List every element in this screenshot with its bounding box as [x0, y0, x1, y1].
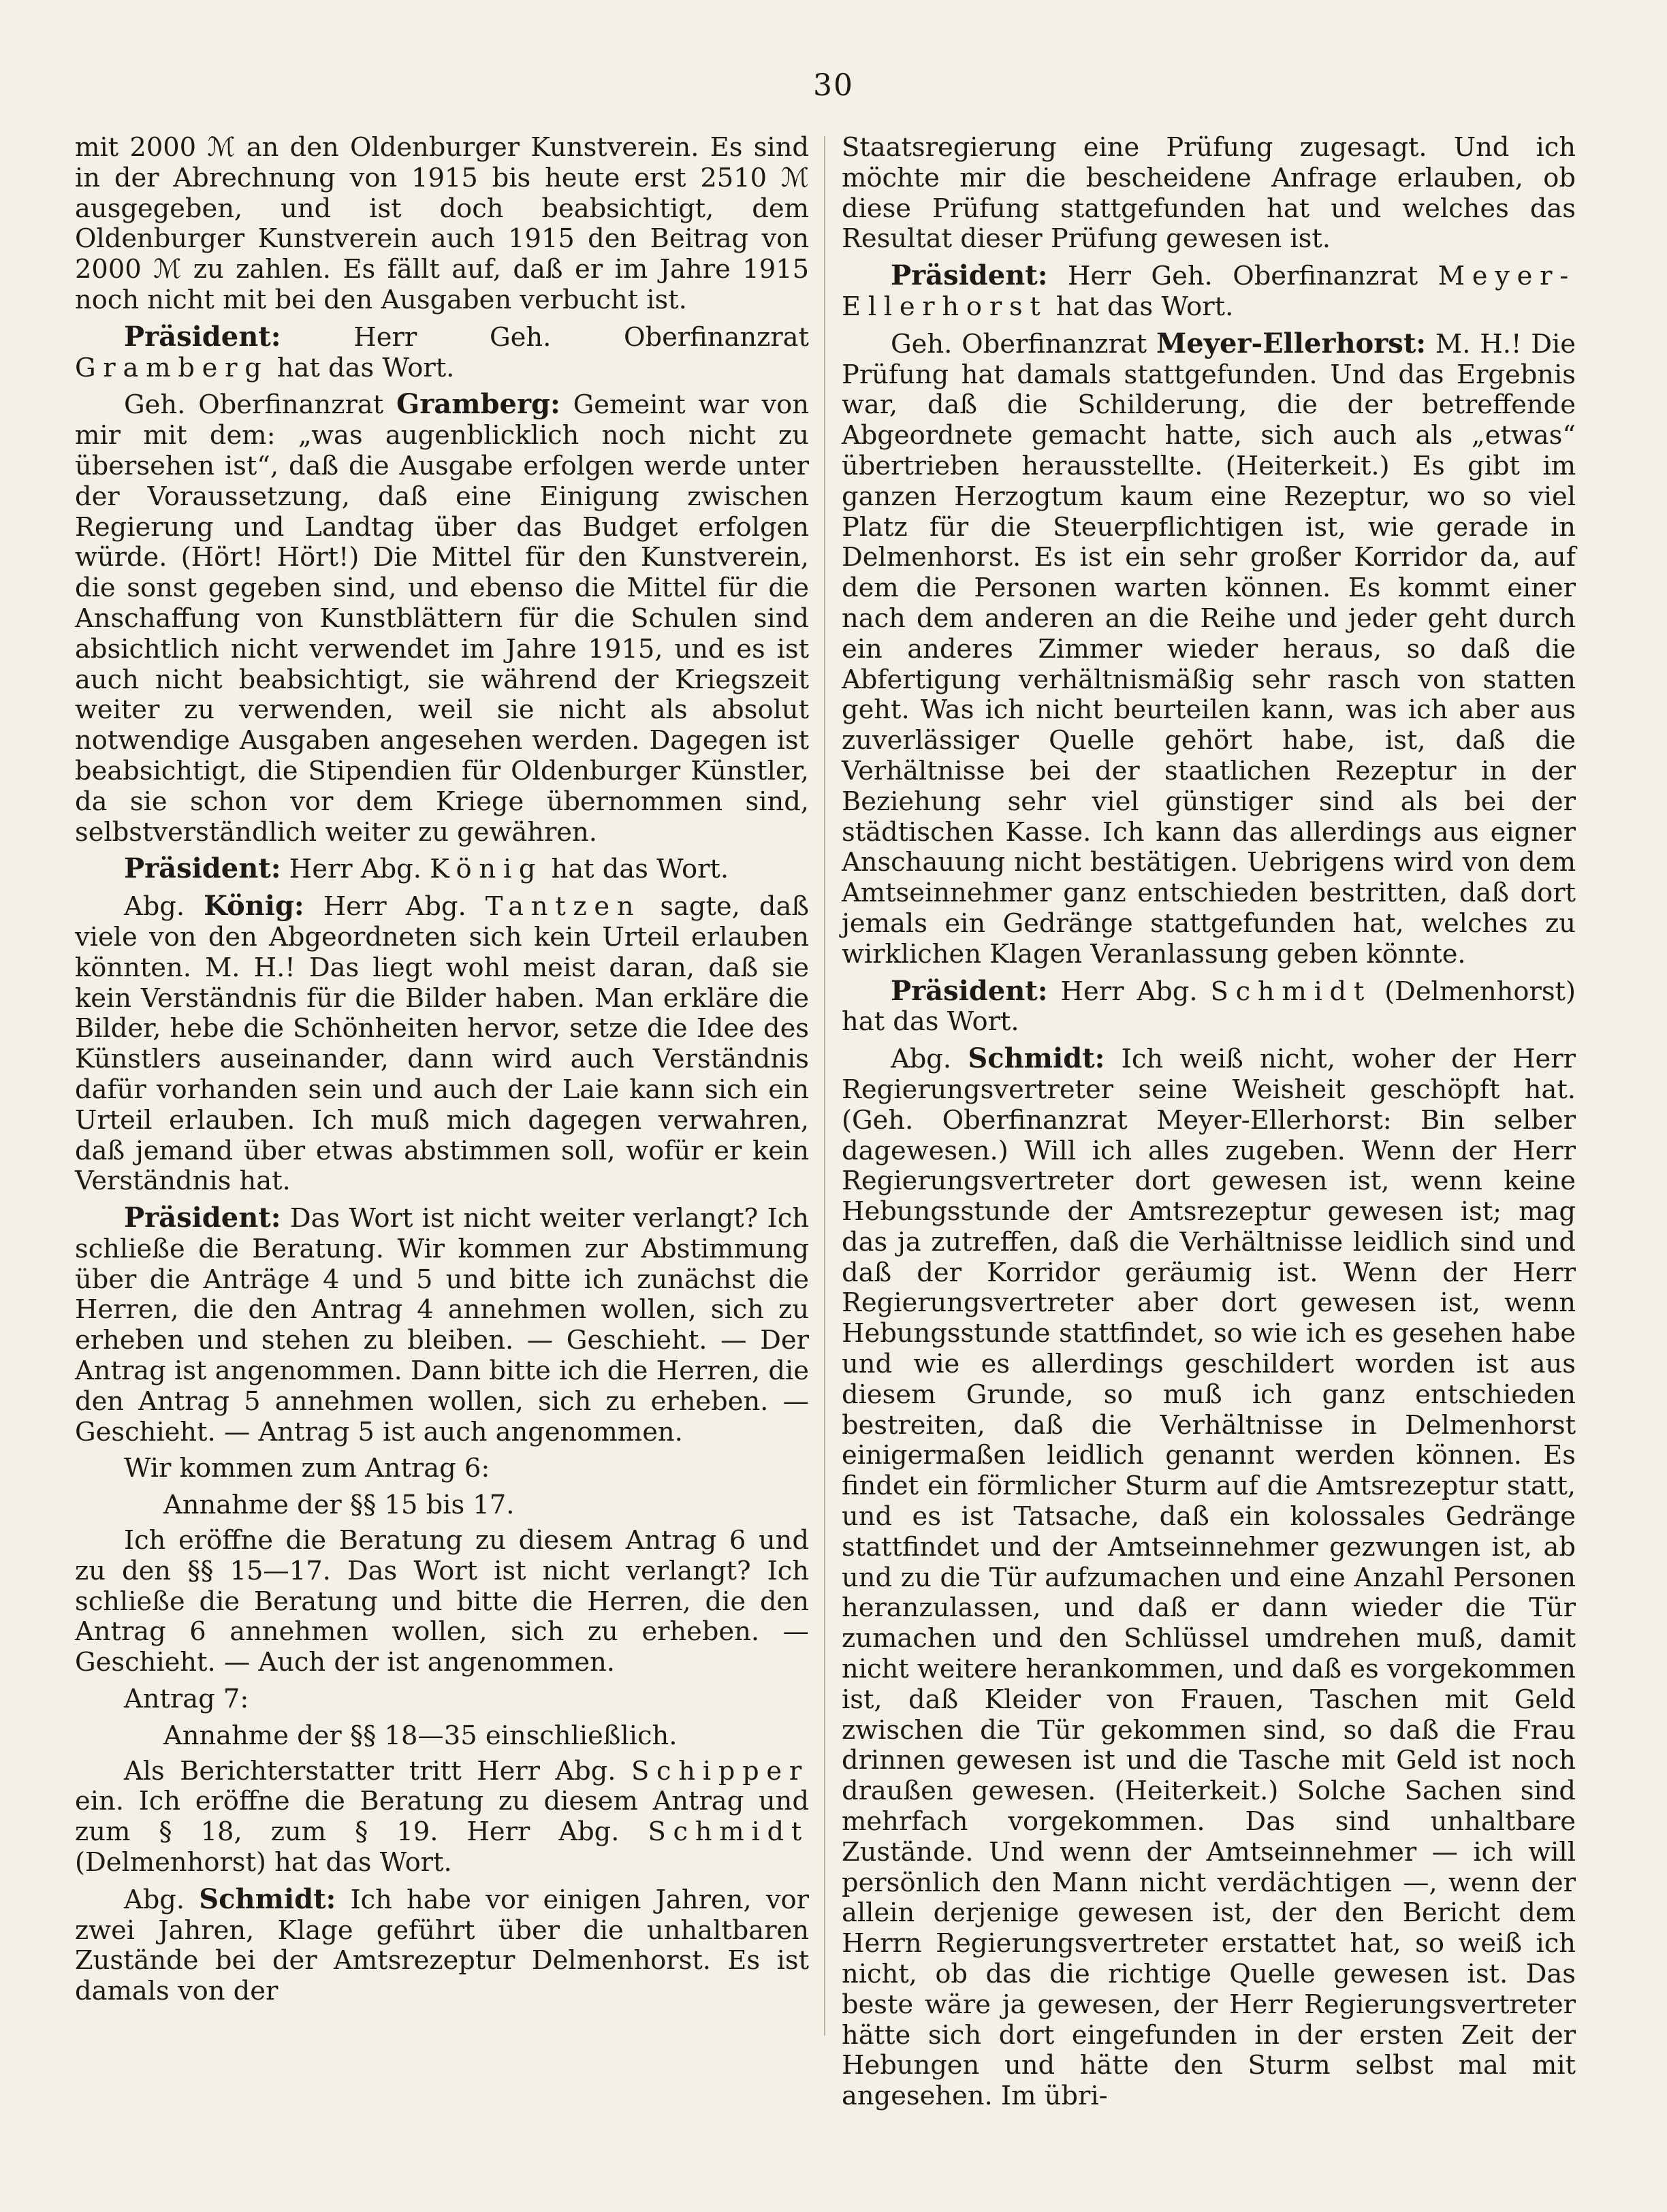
speaker-name: Schipper [631, 1755, 809, 1786]
speaker-name: Tantzen [485, 891, 641, 923]
speaker-name: Gramberg [75, 352, 269, 383]
paragraph: Abg. König: Herr Abg. Tantzen sagte, daß viele von den Abgeordneten sich kein Urteil erlauben könnten. M. H.! Das liegt wohl meist daran, daß sie kein Verständnis für die Bilder haben. Man erkläre die Bilder, hebe die Schönheiten hervor, setze die Idee des Künstlers auseinander, dann wird auch Verständnis dafür vorhanden sein und auch der Laie kann sich ein Urteil erlauben. Ich muß mich dagegen verwahren, daß jemand über etwas abstimmen soll, wofür er kein Verständnis hat. [75, 890, 809, 1197]
right-column [842, 133, 1576, 2118]
speaker-label: Präsident: [124, 320, 281, 353]
speaker-name: Meyer-Ellerhorst [842, 261, 1576, 322]
speaker-label: Schmidt: [199, 1882, 336, 1915]
speaker-label: Präsident: [124, 852, 281, 885]
left-column [75, 133, 809, 2013]
paragraph: Antrag 7: [124, 1684, 249, 1715]
paragraph: Geh. Oberfinanzrat Gramberg: Gemeint war von mir mit dem: „was augenblicklich noch nicht zu übersehen ist“, daß die Ausgabe erfolgen werde unter der Voraussetzung, daß eine Einigung zwischen Regierung und Landtag über das Budget erfolgen würde. (Hört! Hört!) Die Mittel für den Kunstverein, die sonst gegeben sind, und ebenso die Mittel für die Anschaffung von Kunstblättern für die Schulen sind absichtlich nicht verwendet im Jahre 1915, und es ist auch nicht beabsichtigt, sie während der Kriegszeit weiter zu verwenden, weil sie nicht als absolut notwendige Ausgaben angesehen werden. Dagegen ist beabsichtigt, die Stipendien für Oldenburger Künstler, da sie schon vor dem Kriege übernommen sind, selbstverständlich weiter zu gewähren. [75, 388, 809, 848]
speaker-label: Präsident: [891, 974, 1048, 1007]
paragraph: Als Berichterstatter tritt Herr Abg. Schipper ein. Ich eröffne die Beratung zu diesem Antrag und zum § 18, zum § 19. Herr Abg. Schmidt (Delmenhorst) hat das Wort. [75, 1755, 809, 1878]
paragraph: Präsident: Das Wort ist nicht weiter verlangt? Ich schließe die Beratung. Wir kommen zur Abstimmung über die Anträge 4 und 5 und bitte ich zunächst die Herren, die den Antrag 4 annehmen wollen, sich zu erheben und stehen zu bleiben. — Geschieht. — Der Antrag ist angenommen. Dann bitte ich die Herren, die den Antrag 5 annehmen wollen, sich zu erheben. — Geschieht. — Antrag 5 ist auch angenommen. [75, 1202, 809, 1447]
paragraph: Geh. Oberfinanzrat Meyer-Ellerhorst: M. H.! Die Prüfung hat damals stattgefunden. Und das Ergebnis war, daß die Schilderung, die der betreffende Abgeordnete gemacht hatte, sich auch als „etwas“ übertrieben herausstellte. (Heiterkeit.) Es gibt im ganzen Herzogtum kaum eine Rezeptur, wo so viel Platz für die Steuerpflichtigen ist, wie gerade in Delmenhorst. Es ist ein sehr großer Korridor da, auf dem die Personen warten können. Es kommt einer nach dem anderen an die Reihe und jeder geht durch ein anderes Zimmer wieder heraus, so daß die Abfertigung verhältnismäßig sehr rasch von statten geht. Was ich nicht beurteilen kann, was ich aber aus zuverlässiger Quelle gehört habe, ist, daß die Verhältnisse bei der staatlichen Rezeptur in der Beziehung sehr viel günstiger sind als bei der städtischen Kasse. Ich kann das allerdings aus eigner Anschauung nicht bestätigen. Uebrigens wird von dem Amtseinnehmer ganz entschieden bestritten, daß dort jemals ein Gedränge stattgefunden hat, welches zu wirklichen Klagen Veranlassung geben könnte. [842, 327, 1576, 969]
speaker-name: König [430, 854, 543, 885]
column-divider [824, 136, 825, 2036]
speaker-label: Schmidt: [968, 1042, 1105, 1075]
paragraph: Wir kommen zum Antrag 6: [124, 1453, 490, 1484]
speaker-label: Präsident: [124, 1202, 281, 1234]
paragraph: Präsident: Herr Geh. Oberfinanzrat Gramberg hat das Wort. [75, 320, 809, 383]
paragraph: mit 2000 ℳ an den Oldenburger Kunstverein. Es sind in der Abrechnung von 1915 bis heute erst 2510 ℳ ausgegeben, und ist doch beabsichtigt, dem Oldenburger Kunstverein auch 1915 den Beitrag von 2000 ℳ zu zahlen. Es fällt auf, daß er im Jahre 1915 noch nicht mit bei den Ausgaben verbucht ist. [75, 132, 809, 315]
speaker-label: Gramberg: [396, 388, 560, 421]
speaker-name: Schmidt [648, 1816, 809, 1848]
paragraph: Präsident: Herr Geh. Oberfinanzrat Meyer-Ellerhorst hat das Wort. [842, 259, 1576, 322]
speaker-label: Präsident: [891, 259, 1048, 292]
paragraph: Abg. Schmidt: Ich habe vor einigen Jahren, vor zwei Jahren, Klage geführt über die unhaltbaren Zustände bei der Amtsrezeptur Delmenhorst. Es ist damals von der [75, 1882, 809, 2007]
speaker-name: Schmidt [1210, 976, 1372, 1007]
motion-line: Annahme der §§ 18—35 einschließlich. [163, 1720, 678, 1751]
page-number: 30 [813, 68, 854, 103]
paragraph: Ich eröffne die Beratung zu diesem Antrag 6 und zu den §§ 15—17. Das Wort ist nicht verlangt? Ich schließe die Beratung und bitte die Herren, die den Antrag 6 annehmen wollen, sich zu erheben. — Geschieht. — Auch der ist angenommen. [75, 1525, 809, 1678]
speaker-label: Meyer-Ellerhorst: [1156, 327, 1427, 359]
paragraph: Abg. Schmidt: Ich weiß nicht, woher der Herr Regierungsvertreter seine Weisheit geschöpft hat. (Geh. Oberfinanzrat Meyer-Ellerhorst: Bin selber dagewesen.) Will ich alles zugeben. Wenn der Herr Regierungsvertreter dort gewesen ist, wenn keine Hebungsstunde der Amtsrezeptur gewesen ist; mag das ja zutreffen, daß die Verhältnisse leidlich sind und daß der Korridor geräumig ist. Wenn der Herr Regierungsvertreter aber dort gewesen ist, wenn Hebungsstunde stattfindet, so wie ich es gesehen habe und wie es allerdings geschildert worden ist aus diesem Grunde, so muß ich ganz entschieden bestreiten, daß die Verhältnisse in Delmenhorst einigermaßen leidlich genannt werden können. Es findet ein förmlicher Sturm auf die Amtsrezeptur statt, und es ist Tatsache, daß ein kolossales Gedränge stattfindet und der Amtseinnehmer gezwungen ist, ab und zu die Tür aufzumachen und eine Anzahl Personen heranzulassen, und daß er dann wieder die Tür zumachen und den Schlüssel umdrehen muß, damit nicht weitere herankommen, und daß es vorgekommen ist, daß Kleider von Frauen, Taschen mit Geld zwischen die Tür gekommen sind, so daß die Frau drinnen gewesen ist und die Tasche mit Geld ist noch draußen gewesen. (Heiterkeit.) Solche Sachen sind mehrfach vorgekommen. Das sind unhaltbare Zustände. Und wenn der Amtseinnehmer — ich will persönlich den Mann nicht verdächtigen —, wenn der allein derjenige gewesen ist, der den Bericht dem Herrn Regierungsvertreter erstattet hat, so weiß ich nicht, ob das die richtige Quelle gewesen ist. Das beste wäre ja gewesen, der Herr Regierungsvertreter hätte sich dort eingefunden in der ersten Zeit der Hebungen und hätte den Sturm selbst mal mit angesehen. Im übri- [842, 1042, 1576, 2112]
motion-line: Annahme der §§ 15 bis 17. [163, 1490, 515, 1521]
paragraph: Präsident: Herr Abg. König hat das Wort. [124, 852, 729, 885]
speaker-label: König: [204, 890, 304, 923]
paragraph: Präsident: Herr Abg. Schmidt (Delmenhorst) hat das Wort. [842, 974, 1576, 1038]
paragraph: Staatsregierung eine Prüfung zugesagt. Und ich möchte mir die bescheidene Anfrage erlauben, ob diese Prüfung stattgefunden hat und welches das Resultat dieser Prüfung gewesen ist. [842, 132, 1576, 255]
